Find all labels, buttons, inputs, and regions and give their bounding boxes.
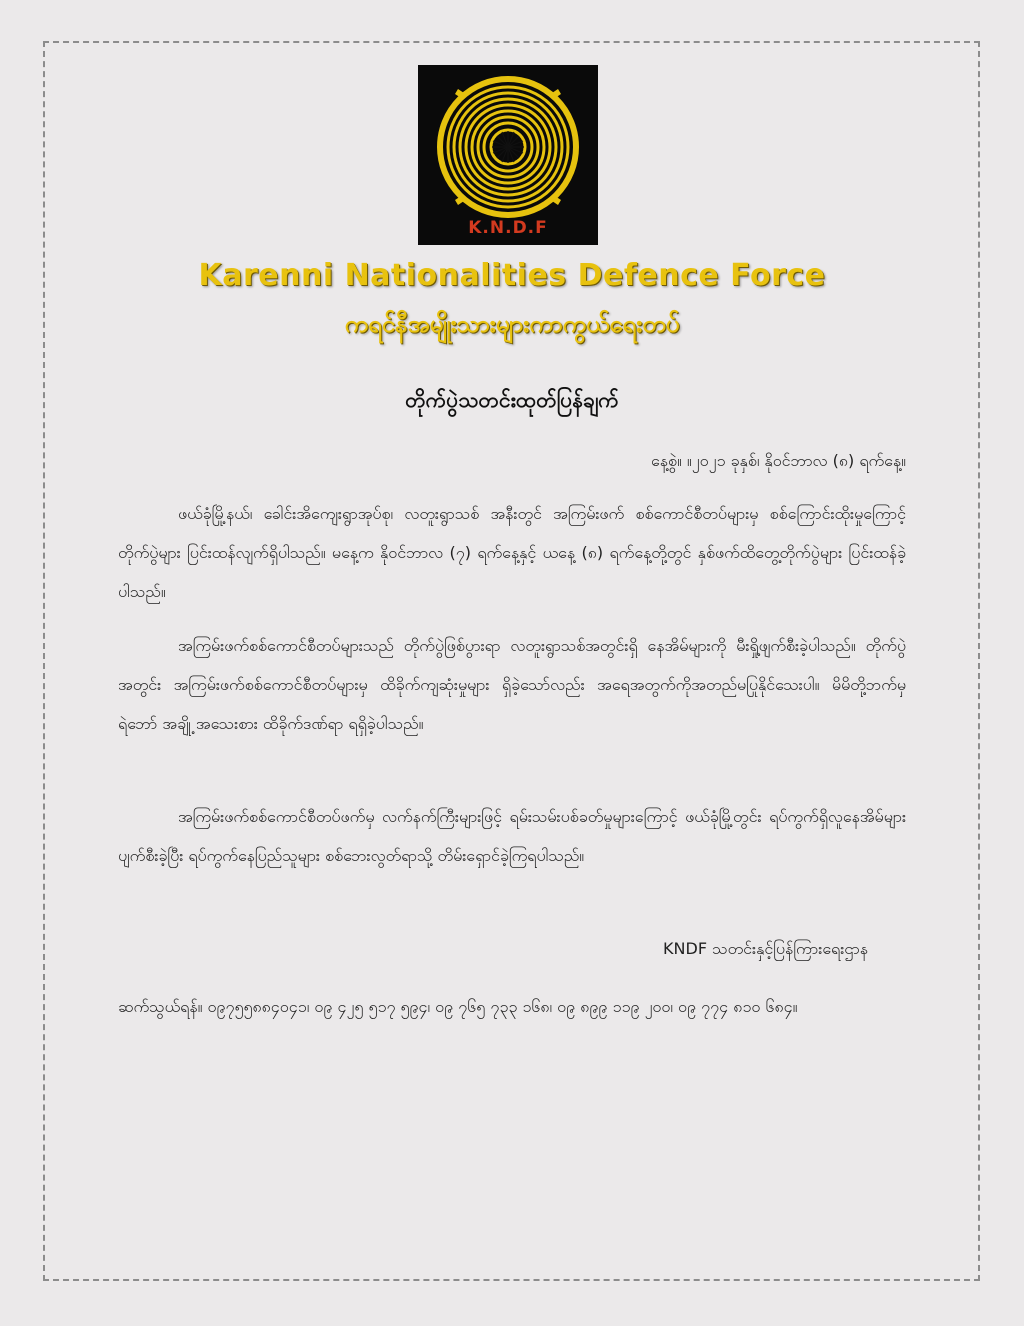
contact-numbers: ဆက်သွယ်ရန်။ ၀၉၇၅၅၈၈၄၀၄၁၊ ၀၉ ၄၂၅ ၅၁၇ ၅၉၄၊ ၀၉ ၇၆၅ ၇၃၃ ၁၆၈၊ ၀၉ ၈၉၉ ၁၁၉ ၂၀၀၊ ၀၉ ၇၇၄ ၈၁၀ ၆၈၄။ <box>118 997 798 1016</box>
logo-text: K.N.D.F <box>468 218 548 238</box>
bronze-drum-emblem-icon <box>418 65 598 245</box>
paragraph-1: ဖယ်ခုံမြို့နယ်၊ ခေါင်းအိကျေးရွာအုပ်စု၊ လတူးရွာသစ် အနီးတွင် အကြမ်းဖက် စစ်ကောင်စီတပ်များမှ စစ်ကြောင်းထိုးမှုကြောင့် တိုက်ပွဲများ ပြင်းထန်လျက်ရှိပါသည်။ မနေ့က နိုဝင်ဘာလ (၇) ရက်နေ့နှင့် ယနေ့ (၈) ရက်နေ့တို့တွင် နှစ်ဖက်ထိတွေ့တိုက်ပွဲများ ပြင်းထန်ခဲ့ပါသည်။ <box>118 504 906 601</box>
kndf-logo <box>418 65 598 245</box>
document-title: တိုက်ပွဲသတင်းထုတ်ပြန်ချက် <box>405 388 619 412</box>
paragraph-3: အကြမ်းဖက်စစ်ကောင်စီတပ်ဖက်မှ လက်နက်ကြီးများဖြင့် ရမ်းသမ်းပစ်ခတ်မှုများကြောင့် ဖယ်ခုံမြို့တွင်း ရပ်ကွက်ရှိလူနေအိမ်များ ပျက်စီးခဲ့ပြီး ရပ်ကွက်နေပြည်သူများ စစ်ဘေးလွတ်ရာသို့ တိမ်းရှောင်ခဲ့ကြရပါသည်။ <box>118 807 906 865</box>
org-name-burmese: ကရင်နီအမျိုးသားများကာကွယ်ရေးတပ် <box>344 310 680 338</box>
signature-department: KNDF သတင်းနှင့်ပြန်ကြားရေးဌာန <box>663 939 868 958</box>
paragraph-2: အကြမ်းဖက်စစ်ကောင်စီတပ်များသည် တိုက်ပွဲဖြစ်ပွားရာ လတူးရွာသစ်အတွင်းရှိ နေအိမ်များကို မီးရှို့ဖျက်စီးခဲ့ပါသည်။ တိုက်ပွဲအတွင်း အကြမ်းဖက်စစ်ကောင်စီတပ်များမှ ထိခိုက်ကျဆုံးမှုများ ရှိခဲ့သော်လည်း အရေအတွက်ကိုအတည်မပြုနိုင်သေးပါ။ မိမိတို့ဘက်မှ ရဲဘော် အချို့ အသေးစား ထိခိုက်ဒဏ်ရာ ရရှိခဲ့ပါသည်။ <box>118 636 906 733</box>
date-line: နေ့စွဲ။ ။၂၀၂၁ ခုနှစ်၊ နိုဝင်ဘာလ (၈) ရက်နေ့။ <box>651 451 906 470</box>
org-name-english: Karenni Nationalities Defence Force <box>198 258 826 293</box>
